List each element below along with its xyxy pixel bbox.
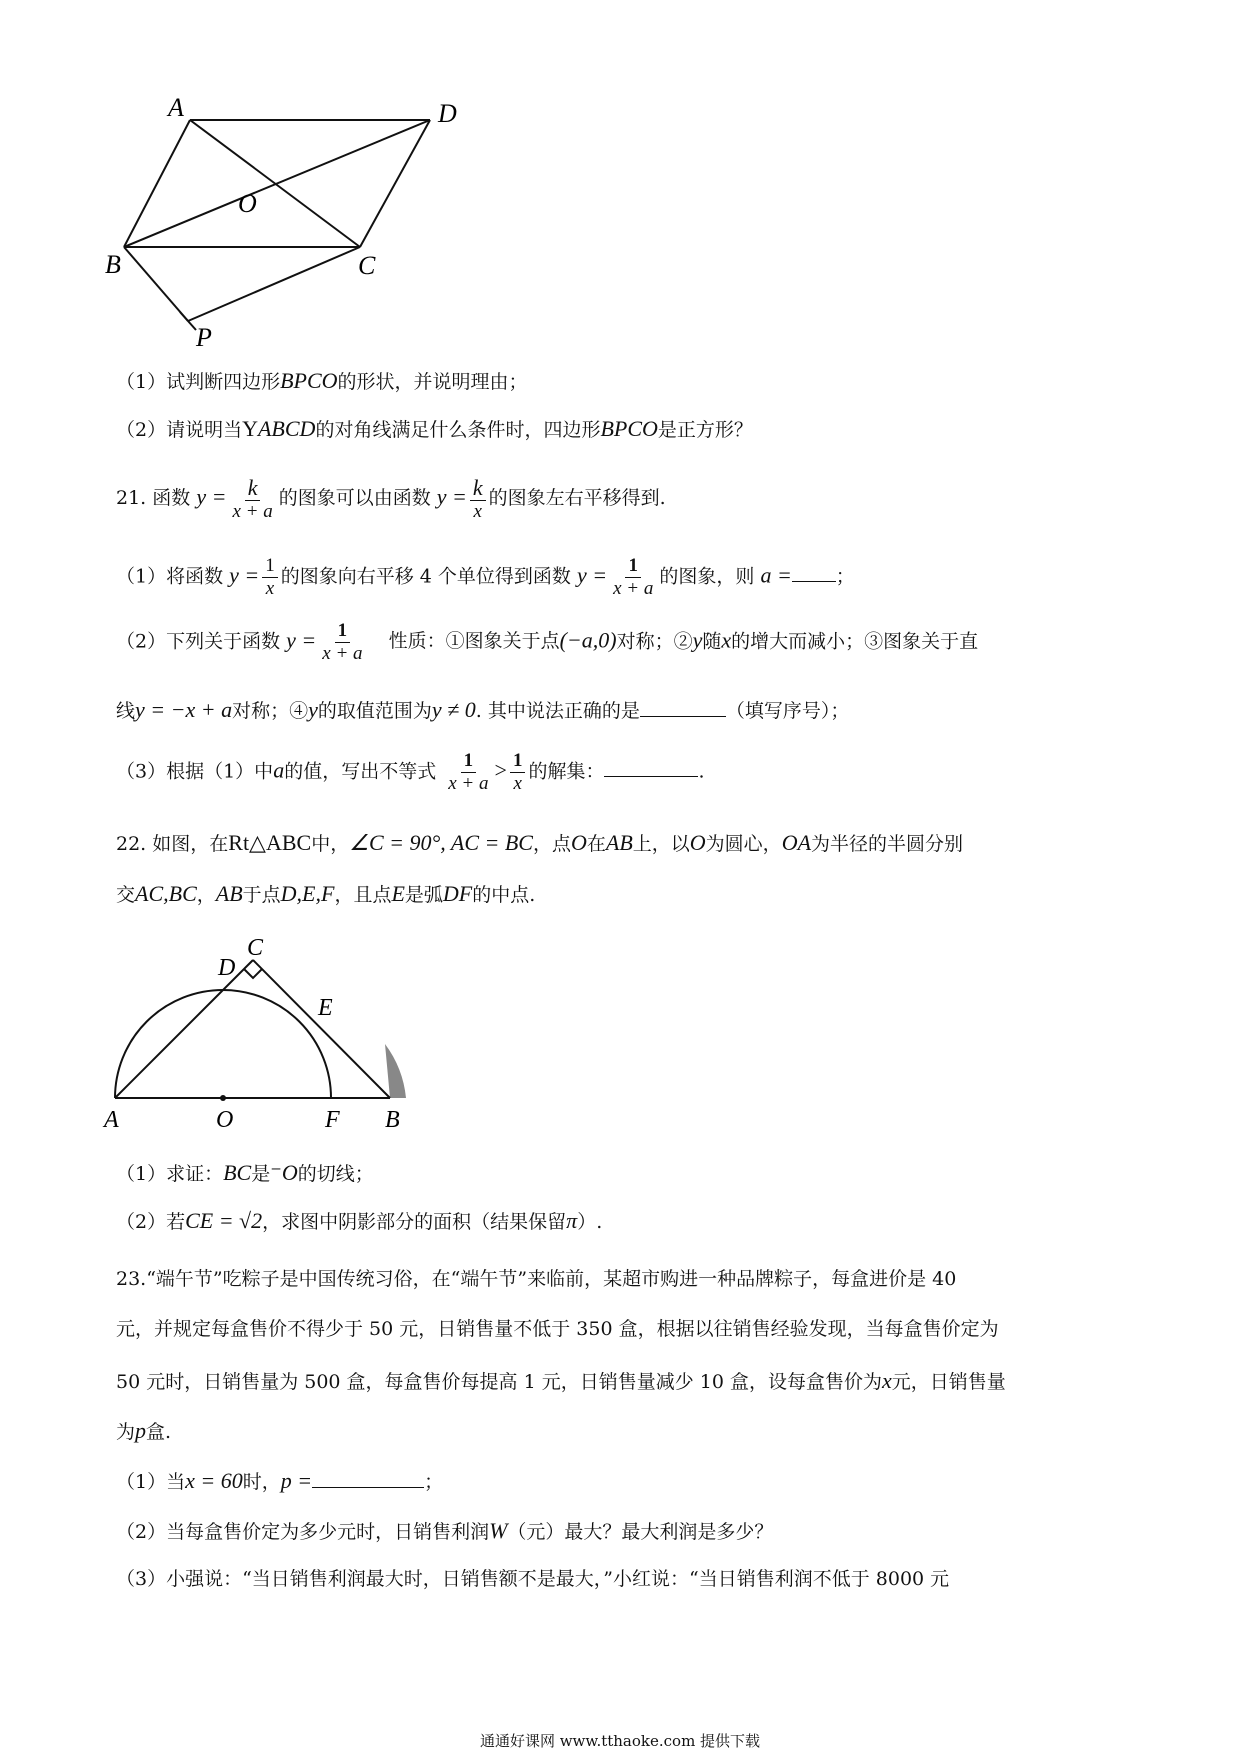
q21-intro: 21. 函数 y = $\frac{k}{x + a}$ 的图象可以由函数 y = $\frac{k}{x}$ 的图象左右平移得到. [116, 475, 666, 523]
fraction-k-over-x-plus-a: $\frac{k}{x + a}$ [232, 475, 273, 523]
label-D: D [438, 99, 457, 128]
q23-line1: 23.“端午节”吃粽子是中国传统习俗，在“端午节”来临前，某超市购进一种品牌粽子，每盒进价是 40 [116, 1268, 957, 1290]
page-footer: 通通好课网 www.tthaoke.com 提供下载 [479, 1732, 761, 1750]
q22-part2: （2）若CE = √2，求图中阴影部分的面积（结果保留π）. [116, 1208, 603, 1233]
label-C: C [358, 251, 376, 280]
q22-part1: （1）求证：BC是⁻O的切线； [116, 1160, 374, 1185]
q21-part2-line1: （2）下列关于函数 y = $\frac{1}{x + a}$ 性质：①图象关于点(−a,0)对称；②y随x的增大而减小；③图象关于直 [116, 620, 979, 664]
label-C: C [247, 935, 264, 961]
q20-part2: （2）请说明当YABCD的对角线满足什么条件时，四边形BPCO是正方形？ [116, 416, 753, 441]
q21-part3: （3）根据（1）中a的值，写出不等式 $\frac{1}{x + a}$ > $\frac{1}{x}$ 的解集： . [116, 750, 705, 794]
answer-blank [640, 716, 726, 717]
answer-blank [312, 1487, 424, 1488]
answer-blank [604, 776, 698, 777]
label-F: F [325, 1107, 340, 1133]
q23-line3: 50 元时，日销售量为 500 盒，每盒售价每提高 1 元，日销售量减少 10 盒，设每盒售价为x元，日销售量 [116, 1368, 1006, 1393]
q23-part3: （3）小强说：“当日销售利润最大时，日销售额不是最大，”小红说：“当日销售利润不低于 8000 元 [116, 1568, 950, 1590]
q23-line4: 为p盒. [116, 1418, 172, 1443]
q23-part2: （2）当每盒售价定为多少元时，日销售利润W（元）最大？最大利润是多少？ [116, 1518, 774, 1543]
q22-line2: 交AC,BC，AB于点D,E,F，且点E是弧DF的中点. [116, 881, 536, 906]
label-O: O [238, 189, 257, 218]
label-A: A [168, 93, 184, 122]
semicircle-figure [100, 935, 420, 1145]
parallelogram-figure [100, 90, 500, 350]
q21-part2-line2: 线y = −x + a对称；④y的取值范围为y ≠ 0. 其中说法正确的是 （填写序号）； [116, 697, 850, 722]
label-B: B [385, 1107, 400, 1133]
label-B: B [105, 250, 121, 279]
q22-line1: 22. 如图，在Rt△ABC中，∠C = 90°, AC = BC，点O在AB上，以O为圆心，OA为半径的半圆分别 [116, 830, 964, 855]
answer-blank [792, 581, 836, 582]
q21-part1: （1）将函数 y = $\frac{1}{x}$ 的图象向右平移 4 个单位得到函数 y = $\frac{1}{x + a}$ 的图象，则 a = ； [116, 555, 855, 599]
label-E: E [318, 995, 333, 1021]
label-O: O [216, 1107, 234, 1133]
label-A: A [104, 1107, 119, 1133]
label-D: D [218, 955, 236, 981]
fraction-k-over-x: $\frac{k}{x}$ [470, 475, 486, 523]
q20-part1: （1）试判断四边形BPCO的形状，并说明理由； [116, 368, 528, 393]
label-P: P [196, 323, 212, 350]
parallelogram-symbol: Y [242, 416, 258, 441]
q23-line2: 元，并规定每盒售价不得少于 50 元，日销售量不低于 350 盒，根据以往销售经验发现，当每盒售价定为 [116, 1318, 999, 1340]
q23-part1: （1）当x = 60时，p = ； [116, 1468, 444, 1493]
